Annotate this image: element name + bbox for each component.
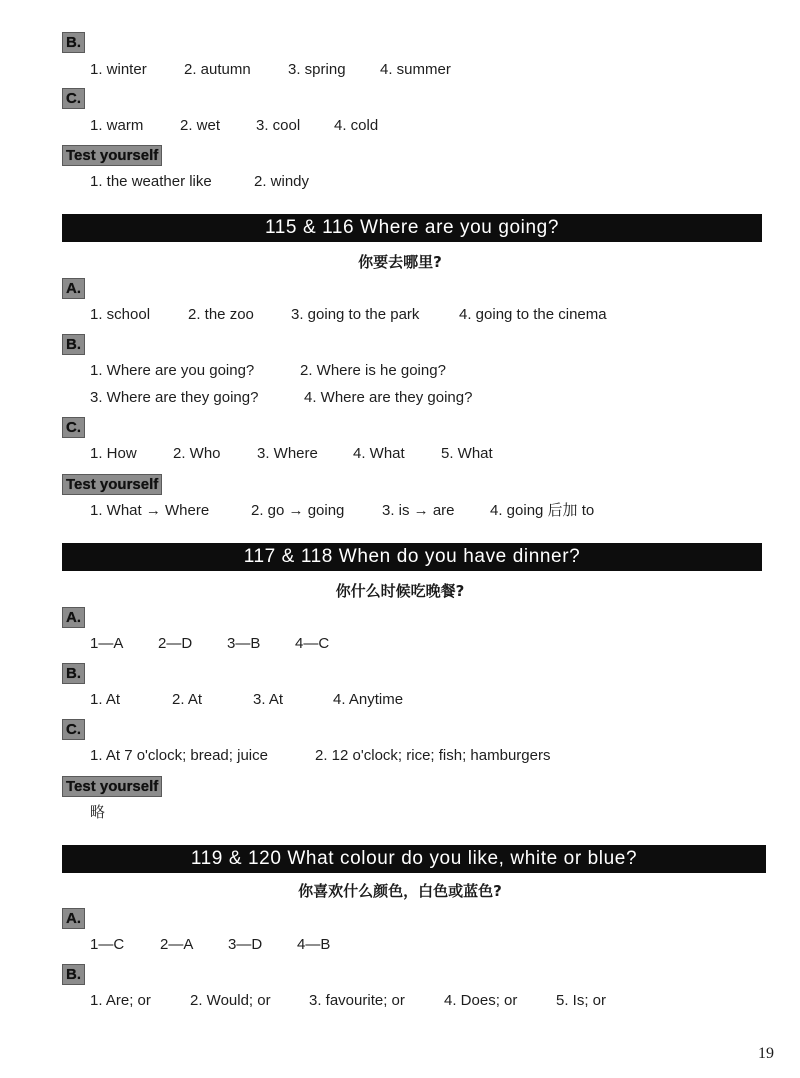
answer-item: 4. going 后加 to — [490, 502, 595, 519]
answer-text-omitted: 略 — [90, 804, 106, 821]
section-a-tag: A. — [62, 278, 85, 299]
answer-item: 2. the zoo — [188, 306, 254, 323]
section-b-tag: B. — [62, 32, 85, 53]
lesson-title-banner: 115 & 116 Where are you going? — [62, 214, 762, 242]
answer-item: 4. going to the cinema — [459, 306, 607, 323]
answer-item: 2. At — [172, 691, 203, 708]
answer-item: 1. winter — [90, 61, 147, 78]
answer-item: 3—D — [228, 936, 263, 953]
lesson-subtitle: 你什么时候吃晚餐? — [335, 582, 465, 600]
answer-item: 4. Where are they going? — [304, 389, 473, 406]
lesson-title-banner: 117 & 118 When do you have dinner? — [62, 543, 762, 571]
answer-item: 2. autumn — [184, 61, 251, 78]
answer-item: 1. Where are you going? — [90, 362, 255, 379]
answer-item: 3. going to the park — [291, 306, 420, 323]
answer-item: 3. is → are — [382, 502, 455, 519]
answer-item: 1. the weather like — [90, 173, 212, 190]
section-c-tag: C. — [62, 88, 85, 109]
section-a-tag: A. — [62, 908, 85, 929]
answer-item: 4. cold — [334, 117, 379, 134]
answer-item: 3. spring — [288, 61, 346, 78]
answer-item: 4. What — [353, 445, 405, 462]
answer-item: 3. At — [253, 691, 284, 708]
lesson-subtitle: 你喜欢什么颜色，白色或蓝色? — [298, 882, 502, 900]
answer-item: 2—A — [160, 936, 194, 953]
answer-item: 1. At — [90, 691, 121, 708]
section-a-tag: A. — [62, 607, 85, 628]
answer-item: 1. warm — [90, 117, 144, 134]
answer-item: 2. go → going — [251, 502, 345, 519]
answer-item: 2. Who — [173, 445, 221, 462]
answer-item: 2. Where is he going? — [300, 362, 446, 379]
answer-item: 1—A — [90, 635, 124, 652]
test-yourself-tag: Test yourself — [62, 776, 162, 797]
answer-item: 1. Are; or — [90, 992, 151, 1009]
answer-item: 4. Anytime — [333, 691, 404, 708]
section-b-tag: B. — [62, 964, 85, 985]
test-yourself-tag: Test yourself — [62, 474, 162, 495]
answer-item: 4. Does; or — [444, 992, 518, 1009]
answer-item: 2. 12 o'clock; rice; fish; hamburgers — [315, 747, 551, 764]
answer-item: 5. Is; or — [556, 992, 607, 1009]
test-yourself-tag: Test yourself — [62, 145, 162, 166]
section-b-tag: B. — [62, 334, 85, 355]
answer-item: 3. favourite; or — [309, 992, 405, 1009]
section-c-tag: C. — [62, 417, 85, 438]
answer-item: 4—B — [297, 936, 331, 953]
answer-item: 4—C — [295, 635, 330, 652]
answer-item: 2—D — [158, 635, 193, 652]
answer-item: 3. Where are they going? — [90, 389, 259, 406]
answer-item: 2. wet — [180, 117, 221, 134]
answer-item: 3—B — [227, 635, 261, 652]
answer-item: 4. summer — [380, 61, 451, 78]
answer-item: 3. cool — [256, 117, 301, 134]
answer-item: 1. What → Where — [90, 502, 210, 519]
answer-item: 2. Would; or — [190, 992, 271, 1009]
section-b-tag: B. — [62, 663, 85, 684]
answer-item: 1. At 7 o'clock; bread; juice — [90, 747, 268, 764]
section-c-tag: C. — [62, 719, 85, 740]
answer-item: 2. windy — [254, 173, 310, 190]
page-number: 19 — [758, 1045, 774, 1062]
answer-item: 3. Where — [257, 445, 318, 462]
lesson-title-banner: 119 & 120 What colour do you like, white or blue? — [62, 845, 766, 873]
lesson-subtitle: 你要去哪里? — [358, 253, 442, 271]
answer-item: 1—C — [90, 936, 125, 953]
answer-item: 1. How — [90, 445, 137, 462]
answer-item: 5. What — [441, 445, 493, 462]
answer-item: 1. school — [90, 306, 151, 323]
